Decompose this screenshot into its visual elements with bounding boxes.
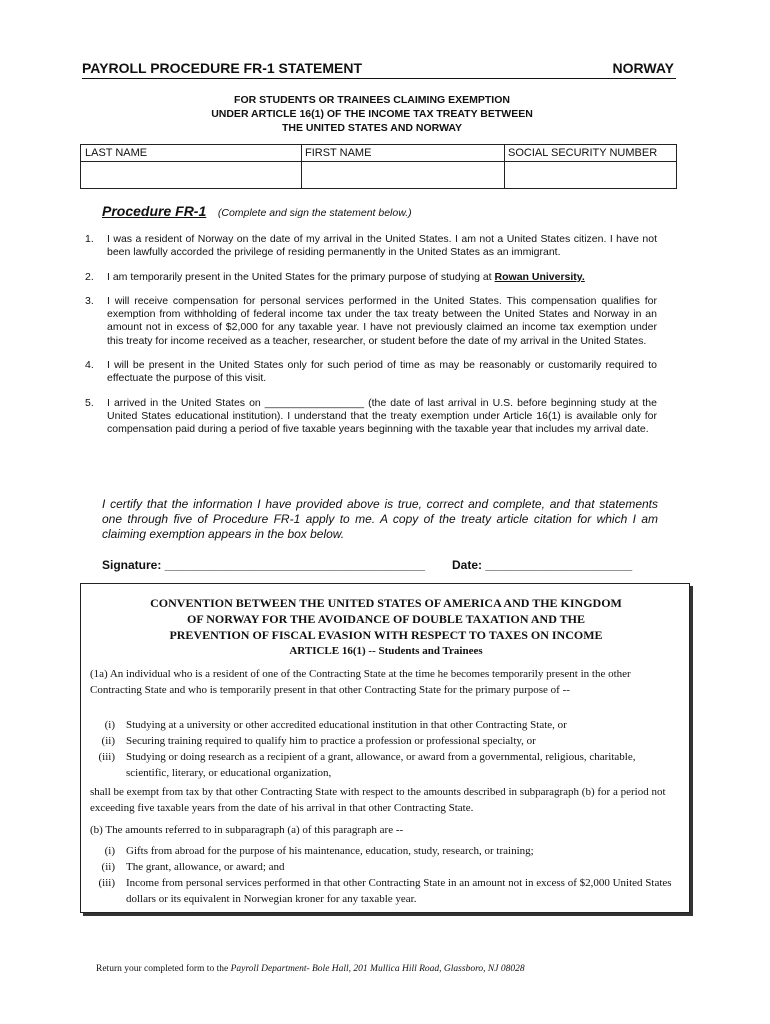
item-number: 1. (85, 233, 94, 245)
list-a-item (81, 749, 681, 781)
item-number: 3. (85, 294, 94, 307)
first-name-label: FIRST NAME (305, 147, 372, 159)
list-text: Studying at a university or other accredited educational institution in that other Contracting State, or (126, 719, 567, 731)
statement-item (85, 397, 657, 437)
statement-list (85, 233, 657, 437)
form-header (82, 60, 676, 79)
country-label: NORWAY (612, 60, 674, 76)
subtitle-line: FOR STUDENTS OR TRAINEES CLAIMING EXEMPTION (234, 94, 510, 106)
item-number: 2. (85, 270, 94, 283)
treaty-title-line: PREVENTION OF FISCAL EVASION WITH RESPECT TO TAXES ON INCOME (169, 628, 603, 642)
university-name: Rowan University. (494, 270, 585, 283)
list-marker: (i) (104, 845, 115, 857)
procedure-note: (Complete and sign the statement below.) (217, 207, 412, 219)
form-subtitle (82, 93, 662, 135)
procedure-title: Procedure FR-1 (102, 203, 207, 219)
exemption-paragraph: shall be exempt from tax by that other Contracting State with respect to the amounts described in subparagraph (b) for a period not exceeding five taxable years from the date of his arrival in that other Contracting State. (90, 786, 666, 814)
list-a-item (81, 717, 681, 733)
return-instructions (96, 964, 676, 974)
list-text: Gifts from abroad for the purpose of his maintenance, education, study, research, or training; (126, 845, 534, 857)
paragraph-1a: (1a) An individual who is a resident of one of the Contracting State at the time he becomes temporarily present in the other Contracting State and who is temporarily present in that other Contracting State for the primary purpose of -- (90, 668, 631, 696)
item-number: 5. (85, 396, 94, 409)
list-b-item (81, 859, 681, 875)
date-line[interactable]: Date: ______________________ (452, 558, 633, 572)
last-name-field[interactable] (81, 145, 302, 188)
return-address: Payroll Department- Bole Hall, 201 Mullica Hill Road, Glassboro, NJ 08028 (230, 964, 525, 974)
statement-item (85, 359, 657, 386)
subtitle-line: THE UNITED STATES AND NORWAY (281, 122, 463, 134)
item-text: I will be present in the United States only for such period of time as may be reasonably or customarily required to effectuate the purpose of this visit. (107, 359, 657, 385)
list-marker: (ii) (101, 735, 115, 747)
list-marker: (iii) (98, 877, 115, 889)
item-number: 4. (85, 359, 94, 372)
ssn-label: SOCIAL SECURITY NUMBER (508, 147, 658, 159)
last-name-label: LAST NAME (85, 147, 148, 159)
list-marker: (iii) (98, 751, 115, 763)
statement-item (85, 271, 657, 284)
treaty-title-line: OF NORWAY FOR THE AVOIDANCE OF DOUBLE TAXATION AND THE (187, 612, 585, 626)
statement-item (85, 295, 657, 348)
treaty-box (80, 583, 690, 913)
treaty-title (91, 595, 681, 643)
list-text: Income from personal services performed in that other Contracting State in an amount not in excess of $2,000 United States dollars or its equivalent in Norwegian kroner for any taxable year. (126, 877, 672, 905)
form-title: PAYROLL PROCEDURE FR-1 STATEMENT (82, 60, 363, 76)
list-text: The grant, allowance, or award; and (126, 861, 285, 873)
list-b-item (81, 843, 681, 859)
statement-item (85, 233, 657, 260)
footer-prefix: Return your completed form to the (96, 964, 231, 974)
item-text: I arrived in the United States on _________________ (the date of last arrival in U.S. before beginning study at the United States educational institution). I understand that the treaty exemption under Article 16(1) is available only for compensation paid during a period of five taxable years beginning with the taxable year that includes my arrival date. (107, 396, 657, 436)
treaty-title-line: CONVENTION BETWEEN THE UNITED STATES OF AMERICA AND THE KINGDOM (150, 596, 622, 610)
list-text: Studying or doing research as a recipient of a grant, allowance, or award from a governmental, religious, charitable, scientific, literary, or educational organization, (126, 751, 636, 779)
item-text: I am temporarily present in the United States for the primary purpose of studying at (107, 270, 495, 283)
signature-line[interactable]: Signature: _______________________________________ (102, 558, 425, 572)
list-text: Securing training required to qualify him to practice a profession or professional specialty, or (126, 735, 536, 747)
name-fields-table (80, 144, 677, 189)
article-heading: ARTICLE 16(1) -- Students and Trainees (289, 645, 483, 657)
list-b-item (81, 875, 681, 907)
list-marker: (ii) (101, 861, 115, 873)
procedure-heading (102, 203, 412, 219)
certification-text: I certify that the information I have provided above is true, correct and complete, and that statements one through five of Procedure FR-1 apply to me. A copy of the treaty article citation for which I am claiming exemption appears in the box below. (102, 497, 658, 541)
paragraph-b: (b) The amounts referred to in subparagraph (a) of this paragraph are -- (90, 824, 404, 836)
list-a-item (81, 733, 681, 749)
item-text: I will receive compensation for personal services performed in the United States. This compensation qualifies for exemption from withholding of federal income tax under the tax treaty between the United States and Norway in an amount not in excess of $2,000 for any taxable year. I have not previously claimed an income tax exemption under this treaty for income received as a teacher, researcher, or student before the date of my arrival in the United States. (107, 294, 657, 347)
list-marker: (i) (104, 719, 115, 731)
subtitle-line: UNDER ARTICLE 16(1) OF THE INCOME TAX TREATY BETWEEN (211, 108, 533, 120)
item-text: I was a resident of Norway on the date of my arrival in the United States. I am not a United States citizen. I have not been lawfully accorded the privilege of residing permanently in the United States as an immigrant. (107, 233, 657, 259)
first-name-field[interactable] (301, 145, 505, 188)
ssn-field[interactable] (504, 145, 675, 188)
name-row-divider (81, 161, 676, 162)
